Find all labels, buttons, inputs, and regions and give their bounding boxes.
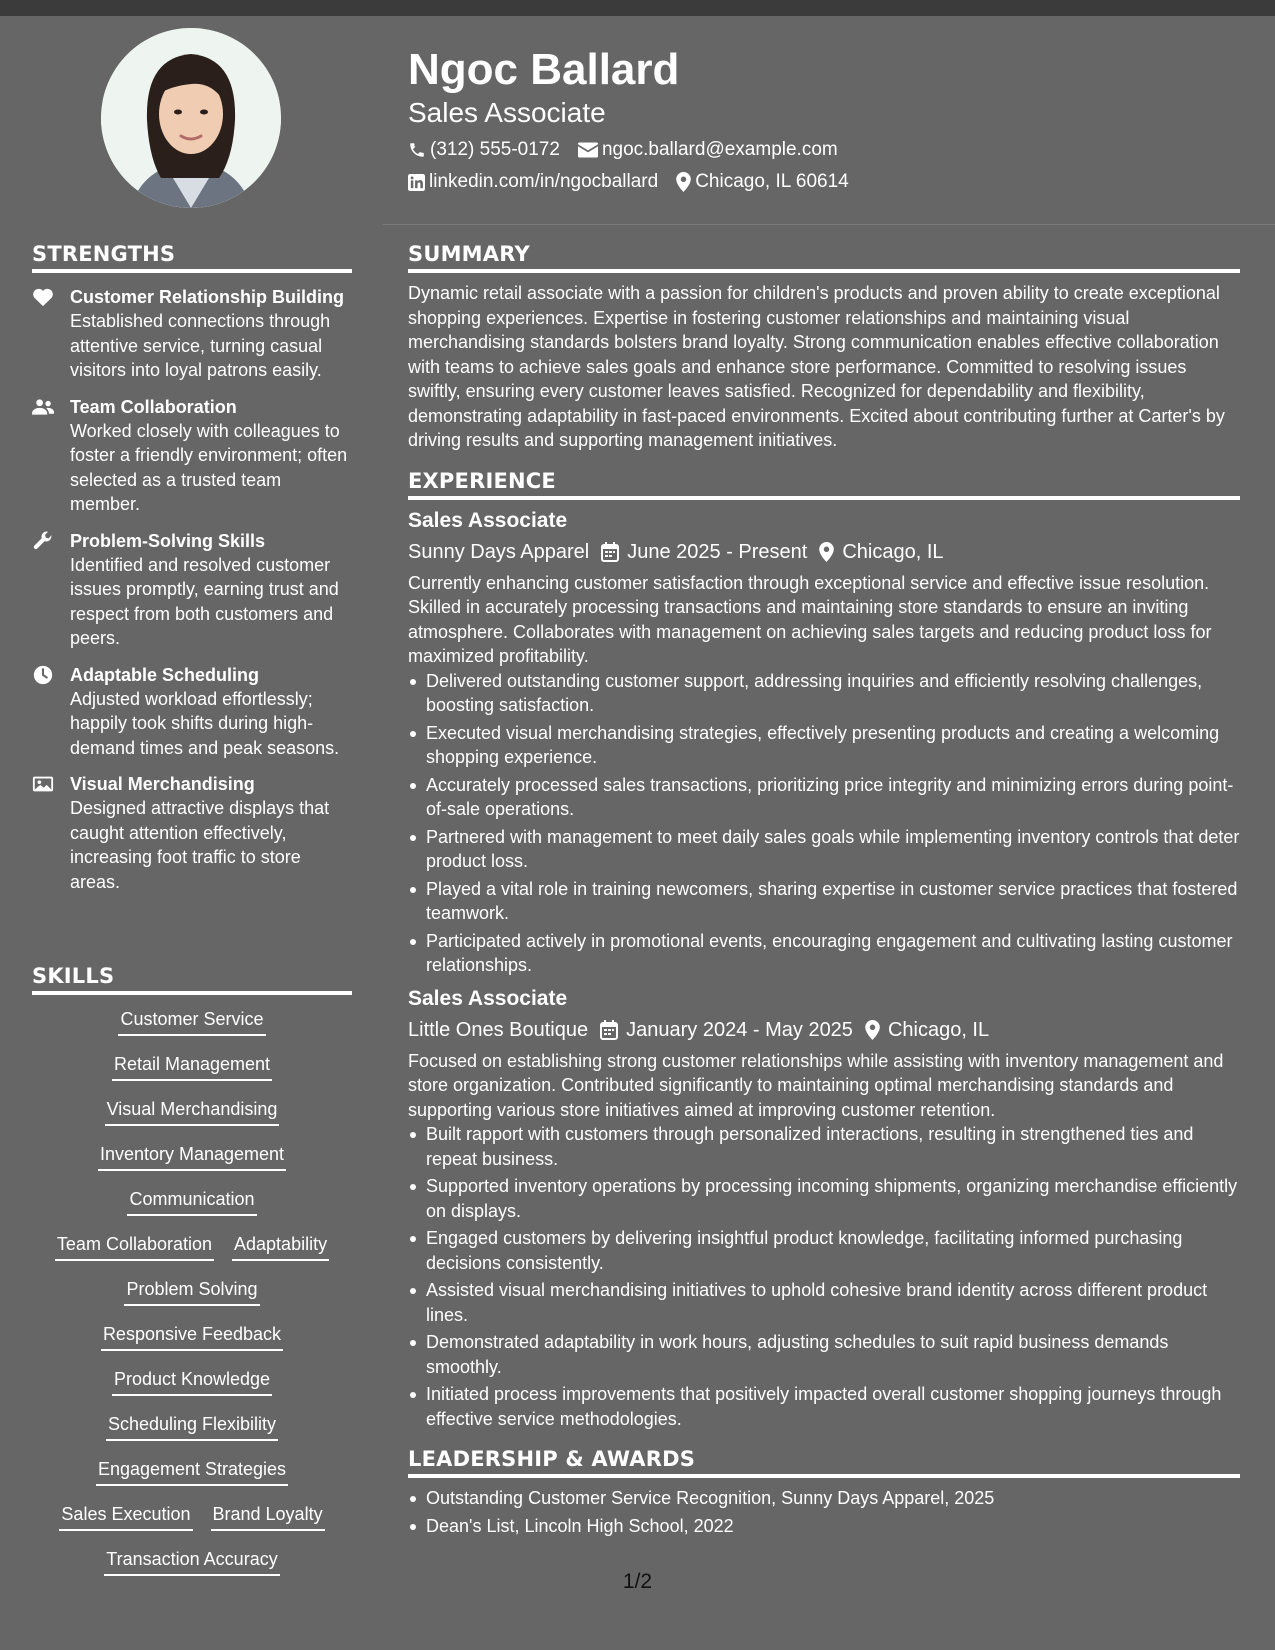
header-divider — [383, 224, 1275, 225]
bullet-item: Played a vital role in training newcomers, sharing expertise in customer service practices that fostered teamwork. — [408, 877, 1240, 926]
job-title: Sales Associate — [408, 986, 568, 1010]
skill-chip: Problem Solving — [124, 1277, 259, 1306]
location-item — [676, 166, 849, 198]
strengths-section — [32, 242, 352, 894]
bullet-item: Assisted visual merchandising initiatives to uphold cohesive brand identity across different product lines. — [408, 1278, 1240, 1327]
skill-row — [32, 1457, 352, 1502]
skill-chip: Visual Merchandising — [105, 1097, 280, 1126]
linkedin-icon — [408, 174, 425, 191]
skills-list — [32, 1007, 352, 1592]
page-number: 1/2 — [622, 1570, 653, 1593]
job-location: Chicago, IL — [842, 540, 944, 563]
award-item: Outstanding Customer Service Recognition, Sunny Days Apparel, 2025 — [408, 1486, 1240, 1511]
skill-chip: Customer Service — [118, 1007, 265, 1036]
strength-text: Worked closely with colleagues to foster a friendly environment; often selected as a trusted team member. — [70, 420, 348, 514]
profile-photo — [101, 28, 281, 208]
experience-section — [408, 469, 1240, 1432]
bullet-item: Initiated process improvements that positively impacted overall customer shopping journeys through effective service methodologies. — [408, 1382, 1240, 1431]
phone-text[interactable]: (312) 555-0172 — [430, 139, 560, 160]
envelope-icon — [578, 142, 598, 158]
skill-chip: Team Collaboration — [55, 1232, 214, 1261]
phone-item — [408, 134, 560, 166]
location-text: Chicago, IL 60614 — [695, 171, 849, 192]
skills-section — [32, 964, 352, 1592]
skill-row — [32, 1367, 352, 1412]
awards-section — [408, 1447, 1240, 1538]
main-column — [408, 242, 1240, 1541]
contact-row-1 — [408, 134, 1238, 166]
bullet-item: Demonstrated adaptability in work hours, adjusting schedules to suit rapid business demands smoothly. — [408, 1330, 1240, 1379]
candidate-name: Ngoc Ballard — [408, 45, 680, 94]
portrait-image — [101, 28, 281, 208]
job-dates-item — [600, 1016, 853, 1044]
strength-item — [32, 663, 352, 761]
map-pin-icon — [819, 542, 834, 562]
calendar-icon — [600, 1020, 618, 1040]
bullet-item: Executed visual merchandising strategies, effectively presenting products and creating a welcoming shopping experience. — [408, 721, 1240, 770]
email-item — [578, 134, 838, 166]
skill-chip: Communication — [127, 1187, 256, 1216]
bullet-item: Supported inventory operations by processing incoming shipments, organizing merchandise efficiently on displays. — [408, 1174, 1240, 1223]
skill-row — [32, 1277, 352, 1322]
skill-chip: Scheduling Flexibility — [106, 1412, 278, 1441]
top-bar — [0, 0, 1275, 16]
job-dates: June 2025 - Present — [627, 540, 808, 563]
contact-row-2 — [408, 166, 1238, 198]
job-location: Chicago, IL — [887, 1018, 990, 1041]
job-bullets — [408, 1122, 1240, 1431]
strength-item — [32, 285, 352, 383]
bullet-item: Built rapport with customers through personalized interactions, resulting in strengthened ties and repeat business. — [408, 1122, 1240, 1171]
job-dates-item — [601, 538, 807, 566]
map-pin-icon — [865, 1020, 880, 1040]
skill-row — [32, 1052, 352, 1097]
skill-row — [32, 1412, 352, 1457]
strength-title: Problem-Solving Skills — [70, 530, 266, 551]
strength-text: Identified and resolved customer issues promptly, earning trust and respect from both customers and peers. — [70, 554, 339, 648]
job-entry — [408, 507, 1240, 978]
skill-row — [32, 1097, 352, 1142]
skill-chip: Engagement Strategies — [96, 1457, 288, 1486]
skill-row — [32, 1322, 352, 1367]
job-location-item — [819, 538, 943, 566]
job-bullets — [408, 669, 1240, 978]
strengths-heading: STRENGTHS — [32, 242, 352, 273]
summary-heading: SUMMARY — [408, 242, 1240, 273]
strength-text: Designed attractive displays that caught attention effectively, increasing foot traffic to store areas. — [70, 798, 330, 892]
award-item: Dean's List, Lincoln High School, 2022 — [408, 1514, 1240, 1539]
summary-section — [408, 242, 1240, 453]
job-location-item — [865, 1016, 989, 1044]
skill-row — [32, 1007, 352, 1052]
skills-heading: SKILLS — [32, 964, 352, 995]
awards-heading: LEADERSHIP & AWARDS — [408, 1447, 1240, 1478]
bullet-item: Accurately processed sales transactions, prioritizing price integrity and minimizing errors during point-of-sale operations. — [408, 773, 1240, 822]
skill-chip: Transaction Accuracy — [104, 1547, 279, 1576]
heart-icon — [32, 287, 54, 307]
job-meta — [408, 1016, 1240, 1044]
job-company: Sunny Days Apparel — [408, 540, 590, 563]
skill-row — [32, 1187, 352, 1232]
image-icon — [32, 774, 54, 794]
job-meta — [408, 538, 1240, 566]
bullet-item: Partnered with management to meet daily sales goals while implementing inventory controls that deter product loss. — [408, 825, 1240, 874]
skill-chip: Inventory Management — [98, 1142, 286, 1171]
wrench-icon — [32, 531, 54, 551]
summary-text: Dynamic retail associate with a passion for children's products and proven ability to create exceptional shopping experiences. Expertise in fostering customer relationships and maintaining visual merchandising standards bolsters brand loyalty. Strong communication enables effective collaboration with teams to achieve sales goals and enhance store performance. Committed to resolving issues swiftly, ensuring every customer leaves satisfied. Recognized for dependability and flexibility, demonstrating adaptability in fast-paced environments. Excited about contributing further at Carter's by driving results and supporting management initiatives. — [408, 283, 1225, 450]
strength-title: Adaptable Scheduling — [70, 664, 260, 685]
job-dates: January 2024 - May 2025 — [626, 1018, 853, 1041]
map-pin-icon — [676, 172, 691, 192]
email-text[interactable]: ngoc.ballard@example.com — [601, 139, 838, 160]
skill-chip: Adaptability — [232, 1232, 329, 1261]
skill-chip: Retail Management — [112, 1052, 272, 1081]
job-entry — [408, 985, 1240, 1432]
bullet-item: Delivered outstanding customer support, addressing inquiries and efficiently resolving challenges, boosting satisfaction. — [408, 669, 1240, 718]
candidate-role: Sales Associate — [408, 97, 606, 128]
clock-icon — [32, 665, 54, 685]
strength-item — [32, 395, 352, 517]
calendar-icon — [601, 542, 619, 562]
job-company: Little Ones Boutique — [408, 1018, 589, 1041]
skill-chip: Product Knowledge — [112, 1367, 272, 1396]
job-title: Sales Associate — [408, 508, 568, 532]
skill-row — [32, 1232, 352, 1277]
users-icon — [32, 397, 54, 417]
phone-icon — [408, 141, 426, 159]
strength-item — [32, 772, 352, 894]
skill-chip: Sales Execution — [59, 1502, 192, 1531]
awards-list — [408, 1486, 1240, 1538]
skill-chip: Responsive Feedback — [101, 1322, 283, 1351]
resume-header — [408, 42, 1238, 198]
strength-text: Established connections through attentive service, turning casual visitors into loyal patrons easily. — [70, 311, 331, 380]
skill-row — [32, 1142, 352, 1187]
strength-item — [32, 529, 352, 651]
skill-chip: Brand Loyalty — [211, 1502, 325, 1531]
bullet-item: Engaged customers by delivering insightful product knowledge, facilitating informed purchasing decisions consistently. — [408, 1226, 1240, 1275]
linkedin-item — [408, 166, 658, 198]
experience-heading: EXPERIENCE — [408, 469, 1240, 500]
linkedin-text[interactable]: linkedin.com/in/ngocballard — [429, 171, 659, 192]
strength-text: Adjusted workload effortlessly; happily took shifts during high-demand times and peak seasons. — [70, 688, 340, 758]
strength-title: Visual Merchandising — [70, 774, 255, 794]
job-description: Currently enhancing customer satisfaction through exceptional service and effective issue resolution. Skilled in accurately processing transactions and maintaining store standards to ensure an inviting atmosphere. Collaborates with management on achieving sales targets and reducing product loss for maximized profitability. — [408, 572, 1212, 666]
strength-title: Team Collaboration — [70, 396, 237, 417]
strength-title: Customer Relationship Building — [70, 287, 345, 307]
bullet-item: Participated actively in promotional events, encouraging engagement and cultivating lasting customer relationships. — [408, 929, 1240, 978]
job-description: Focused on establishing strong customer relationships while assisting with inventory management and store organization. Contributed significantly to maintaining optimal merchandising standards and supporting various store initiatives aimed at improving customer retention. — [408, 1050, 1224, 1120]
skill-row — [32, 1502, 352, 1547]
